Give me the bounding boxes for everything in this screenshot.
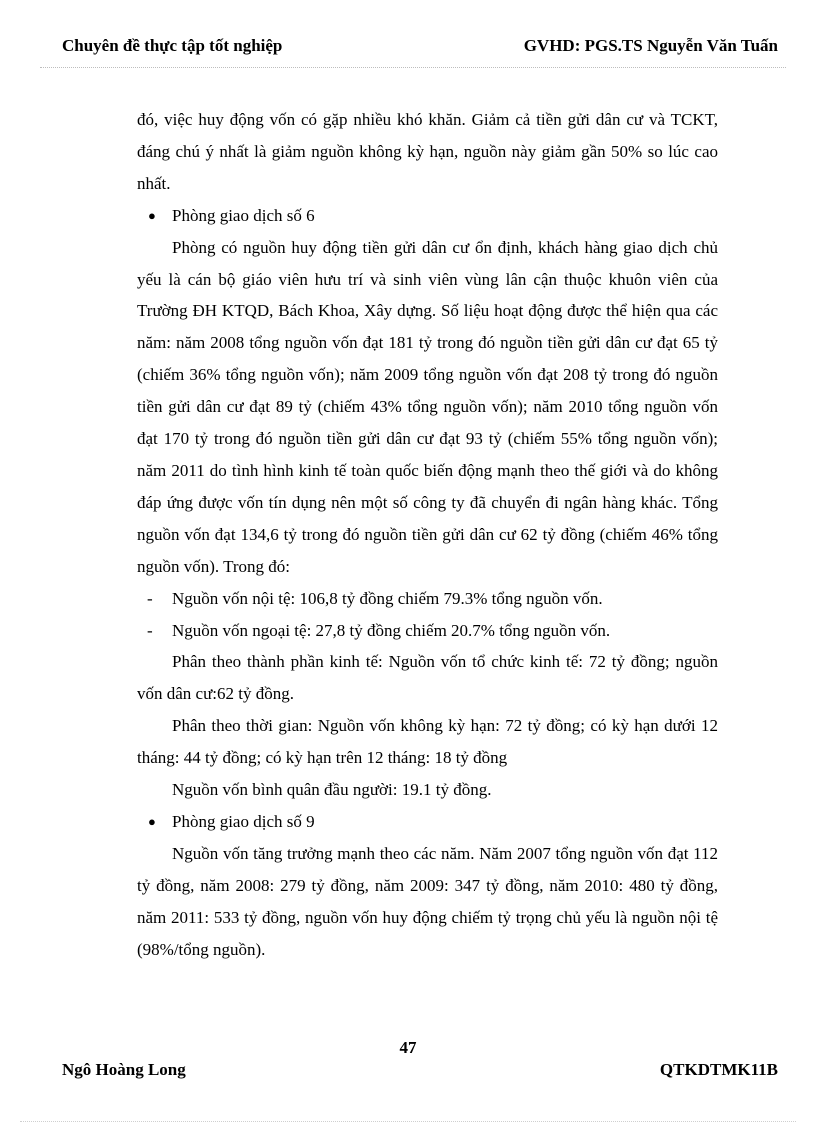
bullet-label-office-6: Phòng giao dịch số 6	[172, 205, 315, 225]
page-header	[62, 36, 778, 62]
paragraph-office-6: Phòng có nguồn huy động tiền gửi dân cư ổn định, khách hàng giao dịch chủ yếu là cán bộ giáo viên hưu trí và sinh viên vùng lân cận thuộc khuôn viên của Trường ĐH KTQD, Bách Khoa, Xây dựng. Số liệu hoạt động được thể hiện qua các năm: năm 2008 tổng nguồn vốn đạt 181 tỷ trong đó nguồn tiền gửi dân cư đạt 65 tỷ (chiếm 36% tổng nguồn vốn); năm 2009 tổng nguồn vốn đạt 208 tỷ trong đó nguồn tiền gửi dân cư đạt 89 tỷ (chiếm 43% tổng nguồn vốn); năm 2010 tổng nguồn vốn đạt 170 tỷ trong đó nguồn tiền gửi dân cư đạt 93 tỷ (chiếm 55% tổng nguồn vốn); năm 2011 do tình hình kinh tế toàn quốc biến động mạnh theo thế giới và do không đáp ứng được vốn tín dụng nên một số công ty đã chuyển đi ngân hàng khác. Tổng nguồn vốn đạt 134,6 tỷ trong đó nguồn tiền gửi dân cư 62 tỷ đồng (chiếm 46% tổng nguồn vốn). Trong đó:	[137, 237, 718, 576]
bullet-item	[137, 806, 718, 838]
paragraph-intro: đó, việc huy động vốn có gặp nhiều khó khăn. Giảm cả tiền gửi dân cư và TCKT, đáng chú ý nhất là giảm nguồn không kỳ hạn, nguồn này giảm gần 50% so lúc cao nhất.	[137, 110, 718, 193]
paragraph-term: Phân theo thời gian: Nguồn vốn không kỳ hạn: 72 tỷ đồng; có kỳ hạn dưới 12 tháng: 44 tỷ đồng; có kỳ hạn trên 12 tháng: 18 tỷ đồng	[137, 716, 718, 768]
paragraph-office-9: Nguồn vốn tăng trưởng mạnh theo các năm. Năm 2007 tổng nguồn vốn đạt 112 tỷ đồng, năm 2008: 279 tỷ đồng, năm 2009: 347 tỷ đồng, năm 2010: 480 tỷ đồng, năm 2011: 533 tỷ đồng, nguồn vốn huy động chiếm tỷ trọng chủ yếu là nguồn nội tệ (98%/tổng nguồn).	[137, 843, 718, 959]
bullet-icon: ●	[148, 207, 156, 223]
footer-author: Ngô Hoàng Long	[62, 1060, 186, 1079]
document-body	[137, 104, 718, 965]
dash-item-domestic: Nguồn vốn nội tệ: 106,8 tỷ đồng chiếm 79.3% tổng nguồn vốn.	[172, 588, 603, 608]
header-divider	[40, 67, 786, 68]
paragraph-per-capita: Nguồn vốn bình quân đầu người: 19.1 tỷ đồng.	[172, 780, 492, 800]
page-footer	[62, 1060, 778, 1084]
header-title: Chuyên đề thực tập tốt nghiệp	[62, 36, 283, 55]
dash-item-foreign: Nguồn vốn ngoại tệ: 27,8 tỷ đồng chiếm 20.7% tổng nguồn vốn.	[172, 620, 611, 640]
header-supervisor: GVHD: PGS.TS Nguyễn Văn Tuấn	[523, 36, 778, 55]
dash-icon: -	[147, 588, 153, 608]
page-number: 47	[399, 1038, 417, 1057]
dash-item	[137, 615, 718, 647]
footer-class-code: QTKDTMK11B	[659, 1060, 778, 1079]
footer-divider	[20, 1121, 796, 1122]
bullet-item	[137, 200, 718, 232]
bullet-label-office-9: Phòng giao dịch số 9	[172, 811, 315, 831]
bullet-icon: ●	[148, 813, 156, 829]
dash-icon: -	[147, 620, 153, 640]
dash-item	[137, 583, 718, 615]
paragraph-economic-sector: Phân theo thành phần kinh tế: Nguồn vốn tổ chức kinh tế: 72 tỷ đồng; nguồn vốn dân cư:62 tỷ đồng.	[137, 652, 718, 704]
